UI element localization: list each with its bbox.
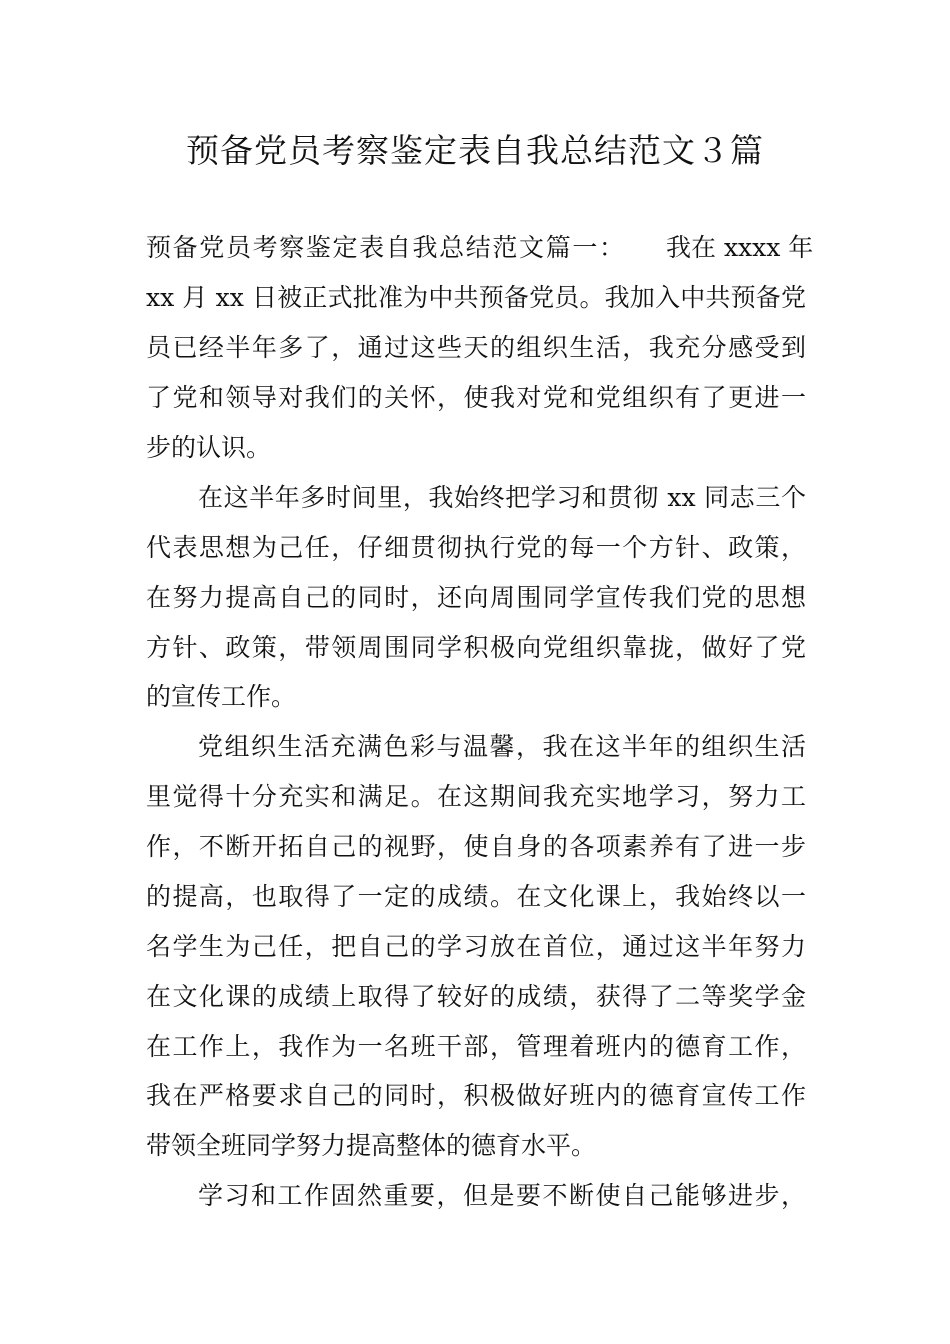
- paragraph-2-line: 方针、政策，带领周围同学积极向党组织靠拢，做好了党: [146, 633, 806, 662]
- paragraph-3-line: 我在严格要求自己的同时，积极做好班内的德育宣传工作: [146, 1081, 806, 1110]
- paragraph-3-line: 在文化课的成绩上取得了较好的成绩，获得了二等奖学金: [146, 982, 806, 1011]
- paragraph-1-first-line: [146, 231, 814, 265]
- section-heading: 预备党员考察鉴定表自我总结范文篇一：: [146, 233, 624, 262]
- paragraph-1-lead: 我在 xxxx 年: [666, 233, 814, 262]
- paragraph-3-line: 的提高，也取得了一定的成绩。在文化课上，我始终以一: [146, 882, 806, 911]
- paragraph-1-line: 员已经半年多了，通过这些天的组织生活，我充分感受到: [146, 333, 806, 362]
- paragraph-3-line: 里觉得十分充实和满足。在这期间我充实地学习，努力工: [146, 782, 806, 811]
- document-title: 预备党员考察鉴定表自我总结范文３篇: [186, 131, 764, 170]
- paragraph-2-line: 在这半年多时间里，我始终把学习和贯彻 xx 同志三个: [198, 483, 806, 512]
- paragraph-3-line: 作，不断开拓自己的视野，使自身的各项素养有了进一步: [146, 832, 806, 861]
- paragraph-2-line: 在努力提高自己的同时，还向周围同学宣传我们党的思想: [146, 583, 806, 612]
- paragraph-4-line: 学习和工作固然重要，但是要不断使自己能够进步，: [198, 1181, 806, 1210]
- paragraph-3-line: 在工作上，我作为一名班干部，管理着班内的德育工作，: [146, 1032, 806, 1061]
- paragraph-3-line: 带领全班同学努力提高整体的德育水平。: [146, 1131, 597, 1160]
- paragraph-3-line: 名学生为己任，把自己的学习放在首位，通过这半年努力: [146, 932, 806, 961]
- paragraph-1-line: 步的认识。: [146, 433, 272, 462]
- paragraph-2-line: 的宣传工作。: [146, 682, 297, 711]
- paragraph-1-line: 了党和领导对我们的关怀，使我对党和党组织有了更进一: [146, 383, 806, 412]
- paragraph-1-line: xx 月 xx 日被正式批准为中共预备党员。我加入中共预备党: [146, 283, 806, 312]
- paragraph-2-line: 代表思想为己任，仔细贯彻执行党的每一个方针、政策，: [146, 533, 806, 562]
- paragraph-3-line: 党组织生活充满色彩与温馨，我在这半年的组织生活: [198, 732, 806, 761]
